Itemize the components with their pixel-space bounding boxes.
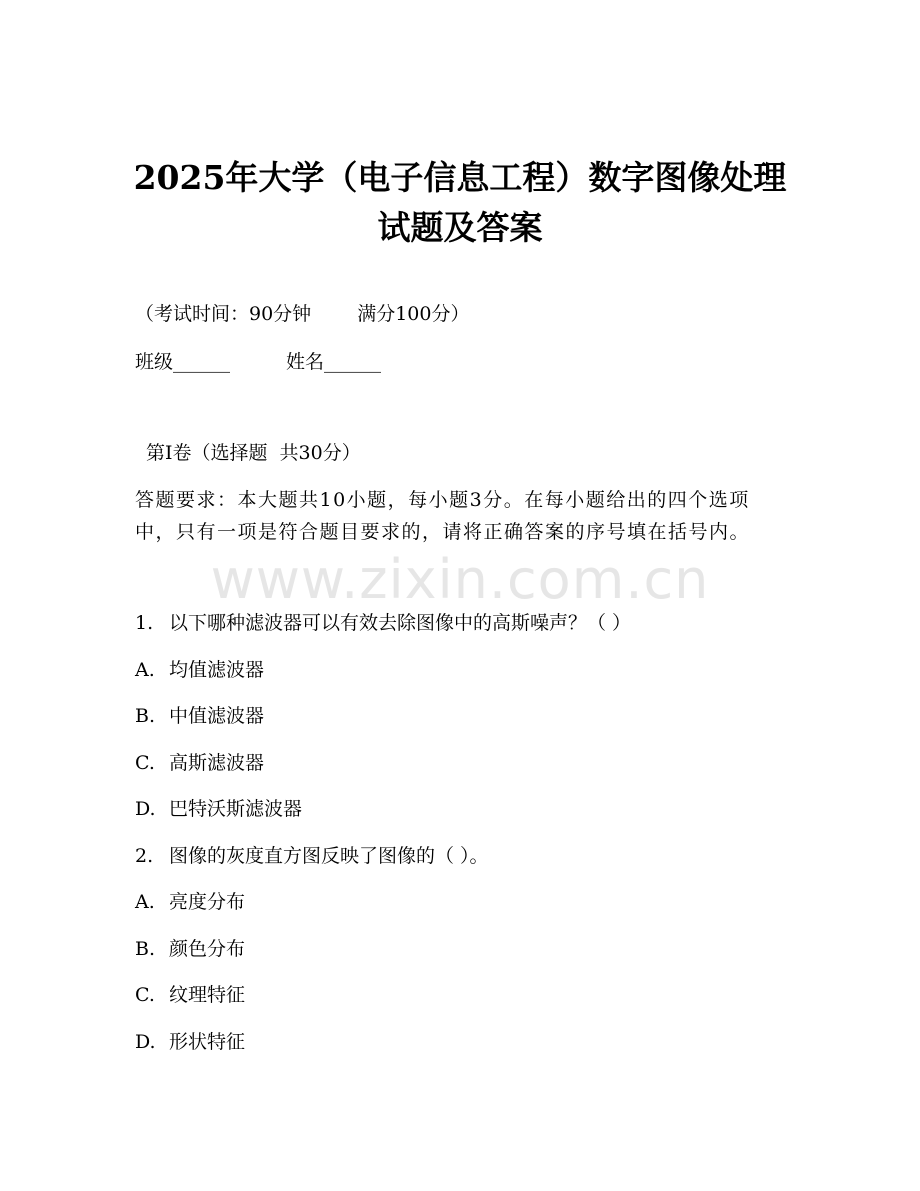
question-1-option-c — [135, 751, 264, 775]
option-letter: A. — [135, 891, 155, 913]
option-text: 纹理特征 — [169, 984, 246, 1006]
instructions-line-2: 中，只有一项是符合题目要求的，请将正确答案的序号填在括号内。 — [135, 521, 751, 543]
question-1-option-b — [135, 704, 264, 728]
option-text: 均值滤波器 — [169, 659, 265, 681]
watermark: www.zixin.com.cn — [210, 548, 710, 611]
class-blank: 班级______ — [135, 351, 231, 373]
section-heading — [146, 441, 361, 465]
question-text: 图像的灰度直方图反映了图像的（ ）。 — [169, 845, 489, 867]
exam-time: （考试时间：90分钟 — [135, 303, 312, 325]
question-2-option-d — [135, 1030, 245, 1054]
option-letter: A. — [135, 659, 155, 681]
option-text: 高斯滤波器 — [169, 752, 265, 774]
option-letter: C. — [135, 752, 155, 774]
question-1-option-a — [135, 658, 264, 682]
question-2 — [135, 844, 489, 868]
question-1-option-d — [135, 797, 302, 821]
option-text: 亮度分布 — [169, 891, 246, 913]
exam-full-score: 满分100分） — [357, 303, 470, 325]
question-2-option-c — [135, 983, 245, 1007]
instructions-line-1: 答题要求：本大题共10小题，每小题3分。在每小题给出的四个选项 — [135, 489, 750, 511]
question-text: 以下哪种滤波器可以有效去除图像中的高斯噪声？（ ） — [169, 612, 632, 634]
question-2-option-a — [135, 890, 245, 914]
question-number: 2. — [135, 845, 154, 867]
section-points: 共30分） — [279, 442, 361, 464]
question-2-option-b — [135, 937, 245, 961]
option-letter: B. — [135, 938, 156, 960]
option-text: 形状特征 — [169, 1031, 246, 1053]
document-title-line-2: 试题及答案 — [377, 208, 543, 247]
option-letter: D. — [135, 1031, 156, 1053]
option-text: 中值滤波器 — [169, 705, 265, 727]
option-text: 巴特沃斯滤波器 — [169, 798, 303, 820]
question-number: 1. — [135, 612, 154, 634]
section-label: 第Ⅰ卷（选择题 — [146, 442, 268, 464]
student-info-row — [135, 350, 381, 374]
option-letter: B. — [135, 705, 156, 727]
exam-info — [135, 302, 469, 326]
question-1 — [135, 611, 631, 635]
document-title-line-1: 2025年大学（电子信息工程）数字图像处理 — [133, 158, 787, 197]
name-blank: 姓名______ — [286, 351, 382, 373]
option-text: 颜色分布 — [169, 938, 246, 960]
option-letter: C. — [135, 984, 155, 1006]
option-letter: D. — [135, 798, 156, 820]
